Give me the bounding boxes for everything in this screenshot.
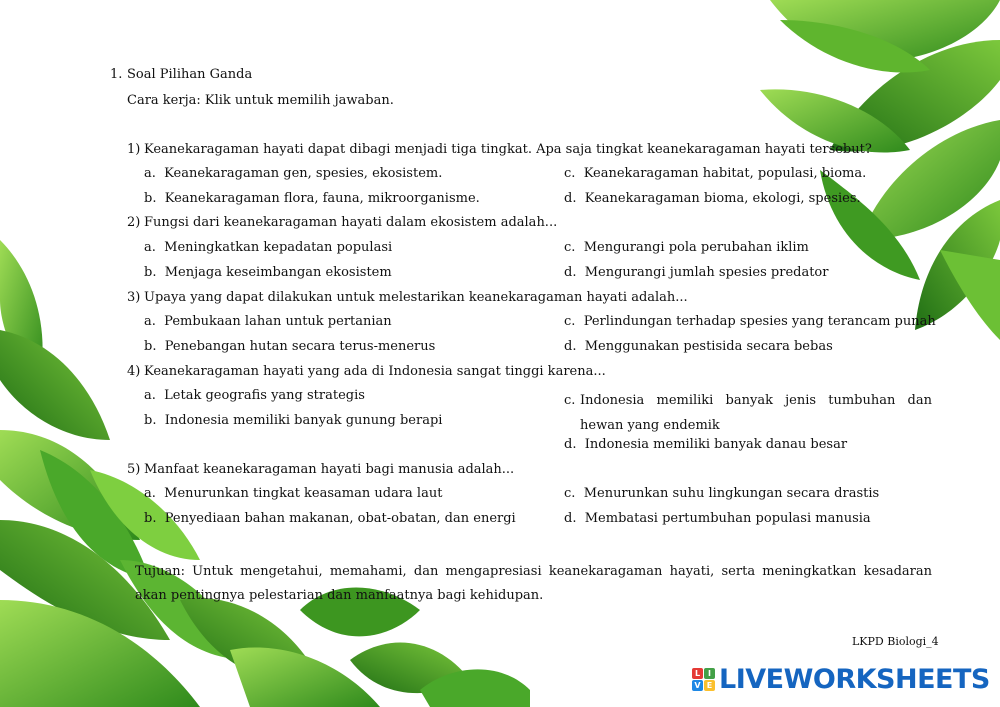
section-number: 1. <box>110 67 123 82</box>
question-4-option-b[interactable]: b. Indonesia memiliki banyak gunung berapi <box>144 413 443 428</box>
question-5-text: Manfaat keanekaragaman hayati bagi manusia adalah... <box>144 462 515 477</box>
page-label: LKPD Biologi_4 <box>852 635 939 648</box>
question-2-option-a[interactable]: a. Meningkatkan kepadatan populasi <box>144 240 393 255</box>
question-3-option-a[interactable]: a. Pembukaan lahan untuk pertanian <box>144 314 392 329</box>
liveworksheets-logo-icon: L I V E <box>692 668 715 691</box>
question-3-text: Upaya yang dapat dilakukan untuk melestarikan keanekaragaman hayati adalah... <box>144 290 688 305</box>
question-1-option-a[interactable]: a. Keanekaragaman gen, spesies, ekosistem. <box>144 166 443 181</box>
question-4-option-d[interactable]: d. Indonesia memiliki banyak danau besar <box>564 437 848 452</box>
question-1-option-d[interactable]: d. Keanekaragaman bioma, ekologi, spesies. <box>564 191 861 206</box>
question-5-number: 5) <box>127 462 141 477</box>
question-1-number: 1) <box>127 142 141 157</box>
question-1-text: Keanekaragaman hayati dapat dibagi menjadi tiga tingkat. Apa saja tingkat keanekaragaman hayati tersebut? <box>144 142 872 157</box>
question-4-number: 4) <box>127 364 141 379</box>
section-title: Soal Pilihan Ganda <box>127 67 253 82</box>
question-5-option-d[interactable]: d. Membatasi pertumbuhan populasi manusia <box>564 511 871 526</box>
question-1-option-c[interactable]: c. Keanekaragaman habitat, populasi, bioma. <box>564 166 867 181</box>
question-2-number: 2) <box>127 215 141 230</box>
question-2-text: Fungsi dari keanekaragaman hayati dalam ekosistem adalah... <box>144 215 558 230</box>
question-4-option-c[interactable]: c. Indonesia memiliki banyak jenis tumbuhan dan hewan yang endemik <box>564 393 932 433</box>
question-5-option-c[interactable]: c. Menurunkan suhu lingkungan secara drastis <box>564 486 880 501</box>
question-2-option-b[interactable]: b. Menjaga keseimbangan ekosistem <box>144 265 392 280</box>
goal-paragraph: Tujuan: Untuk mengetahui, memahami, dan mengapresiasi keanekaragaman hayati, serta meningkatkan kesadaran akan pentingnya pelestarian dan manfaatnya bagi kehidupan. <box>135 564 932 603</box>
question-2-option-c[interactable]: c. Mengurangi pola perubahan iklim <box>564 240 809 255</box>
question-3-option-d[interactable]: d. Menggunakan pestisida secara bebas <box>564 339 833 354</box>
question-3-option-c[interactable]: c. Perlindungan terhadap spesies yang terancam punah <box>564 314 936 329</box>
question-3-option-b[interactable]: b. Penebangan hutan secara terus-menerus <box>144 339 436 354</box>
question-3-number: 3) <box>127 290 141 305</box>
brand-wordmark: LIVEWORKSHEETS <box>719 664 990 695</box>
question-5-option-a[interactable]: a. Menurunkan tingkat keasaman udara laut <box>144 486 443 501</box>
question-2-option-d[interactable]: d. Mengurangi jumlah spesies predator <box>564 265 829 280</box>
liveworksheets-brand <box>692 664 990 695</box>
question-1-option-b[interactable]: b. Keanekaragaman flora, fauna, mikroorganisme. <box>144 191 480 206</box>
question-4-text: Keanekaragaman hayati yang ada di Indonesia sangat tinggi karena... <box>144 364 606 379</box>
question-4-option-a[interactable]: a. Letak geografis yang strategis <box>144 388 365 403</box>
section-instruction: Cara kerja: Klik untuk memilih jawaban. <box>127 93 394 108</box>
question-5-option-b[interactable]: b. Penyediaan bahan makanan, obat-obatan, dan energi <box>144 511 516 526</box>
